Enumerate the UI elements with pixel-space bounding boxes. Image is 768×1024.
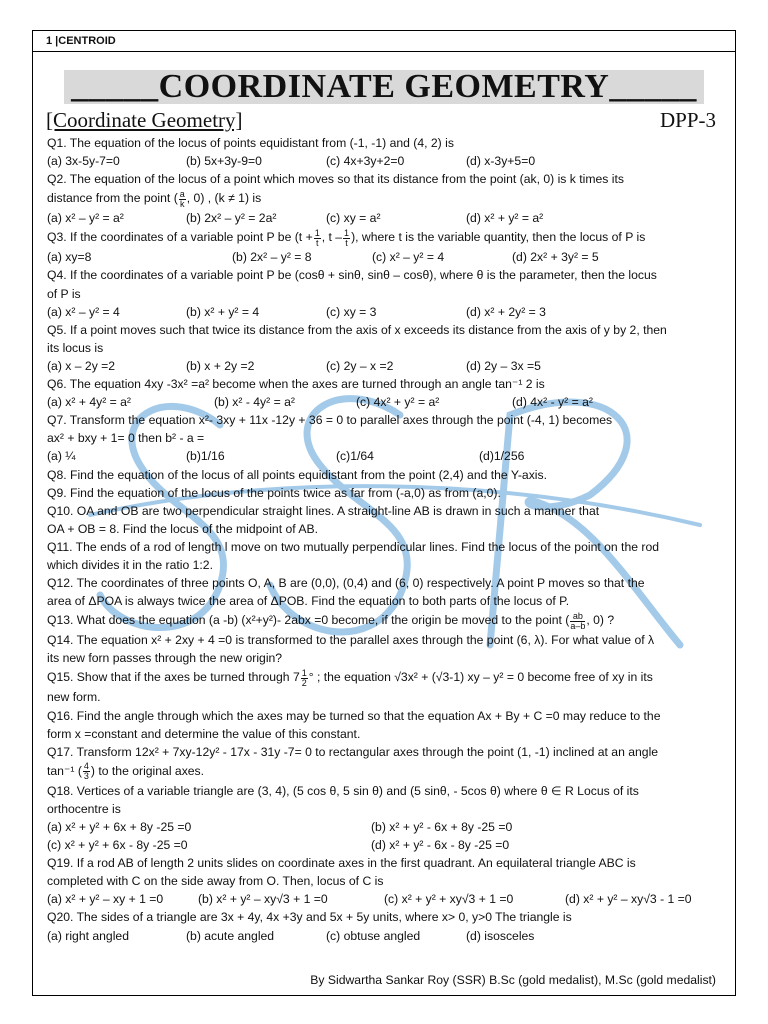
q7-option-a: (a) ¼ bbox=[47, 449, 76, 464]
q7-option-c: (c)1/64 bbox=[336, 449, 374, 464]
q15-frac-den: 2 bbox=[301, 677, 307, 688]
q20-option-b: (b) acute angled bbox=[186, 928, 275, 943]
q14-line2: its new forn passes through the new origin? bbox=[47, 651, 283, 666]
q6-option-d: (d) 4x² - y² = a² bbox=[512, 395, 593, 410]
q14-line1: Q14. The equation x² + 2xy + 4 =0 is transformed to the parallel axes through the point (6, λ). For what value of λ bbox=[47, 633, 655, 648]
q18-line2: orthocentre is bbox=[47, 801, 121, 816]
q1-option-d: (d) x-3y+5=0 bbox=[466, 154, 536, 169]
q3-fraction-2 bbox=[343, 229, 350, 248]
q6-options bbox=[47, 393, 722, 411]
q17-pre2: tan⁻¹ ( bbox=[47, 763, 82, 778]
q18-option-a: (a) x² + y² + 6x + 8y -25 =0 bbox=[47, 820, 192, 834]
q5-line2: its locus is bbox=[47, 340, 104, 355]
q2-option-c: (c) xy = a² bbox=[326, 211, 381, 226]
q17-line2 bbox=[47, 761, 722, 782]
q11-line1: Q11. The ends of a rod of length l move on two mutually perpendicular lines. Find the locus of the point on the rod bbox=[47, 539, 659, 554]
q4-option-b: (b) x² + y² = 4 bbox=[186, 304, 260, 319]
q1-options bbox=[47, 152, 722, 170]
q19-option-c: (c) x² + y² + xy√3 + 1 =0 bbox=[384, 892, 514, 907]
q16-line1: Q16. Find the angle through which the axes may be turned so that the equation Ax + By + C =0 may reduce to the bbox=[47, 708, 661, 723]
q13-frac-den: a–b bbox=[570, 620, 586, 631]
q3-frac2-num: 1 bbox=[344, 227, 350, 238]
q5-option-d: (d) 2y – 3x =5 bbox=[466, 358, 541, 373]
q3-option-d: (d) 2x² + 3y² = 5 bbox=[512, 250, 599, 265]
q20-text: Q20. The sides of a triangle are 3x + 4y, 4x +3y and 5x + 5y units, where x> 0, y>0 The triangle is bbox=[47, 910, 572, 925]
q15-fraction bbox=[301, 669, 308, 688]
q1-option-a: (a) 3x-5y-7=0 bbox=[47, 154, 120, 169]
q4-option-d: (d) x² + 2y² = 3 bbox=[466, 304, 546, 319]
q2-option-b: (b) 2x² – y² = 2a² bbox=[186, 211, 277, 226]
q17-frac-den: 3 bbox=[83, 771, 89, 782]
page-title: _____COORDINATE GEOMETRY_____ bbox=[71, 68, 697, 105]
q16-line2: form x =constant and determine the value of this constant. bbox=[47, 726, 361, 741]
q6-option-a: (a) x² + 4y² = a² bbox=[47, 395, 131, 410]
q4-option-c: (c) xy = 3 bbox=[326, 304, 377, 319]
q3-options bbox=[47, 248, 722, 266]
q2-line2-pre: distance from the point bbox=[47, 191, 171, 206]
subtitle bbox=[46, 108, 243, 133]
q18-options-row1 bbox=[47, 818, 722, 836]
q3-frac1-den: t bbox=[315, 237, 319, 248]
q7-option-b: (b)1/16 bbox=[186, 449, 225, 464]
page-number: 1 |CENTROID bbox=[46, 35, 116, 47]
q4-options bbox=[47, 303, 722, 321]
q10-line1: Q10. OA and OB are two perpendicular straight lines. A straight-line AB is drawn in such a manner that bbox=[47, 503, 600, 518]
q2-option-a: (a) x² – y² = a² bbox=[47, 211, 124, 226]
q1-text: Q1. The equation of the locus of points equidistant from (-1, -1) and (4, 2) is bbox=[47, 136, 454, 150]
q15-line2: new form. bbox=[47, 690, 101, 705]
q4-line1: Q4. If the coordinates of a variable point P be (cosθ + sinθ, sinθ – cosθ), where θ is the parameter, then the locus bbox=[47, 268, 657, 283]
q19-option-d: (d) x² + y² – xy√3 - 1 =0 bbox=[565, 892, 692, 907]
q3-mid2: , t – bbox=[321, 230, 343, 245]
q13-open: ( bbox=[565, 613, 570, 628]
q3-option-b: (b) 2x² – y² = 8 bbox=[232, 250, 312, 265]
q20-option-a: (a) right angled bbox=[47, 928, 129, 943]
q5-option-c: (c) 2y – x =2 bbox=[326, 358, 394, 373]
q12-line2: area of ΔPOA is always twice the area of ΔPOB. Find the equation to both parts of the locus of P. bbox=[47, 594, 570, 609]
q15-post: ° ; the equation √3x² + (√3-1) xy – y² = 0 become free of xy in its bbox=[308, 670, 653, 685]
q13-pre: Q13. What does the equation (a -b) (x²+y²)- 2abx =0 become, if the origin be moved to the point bbox=[47, 613, 562, 628]
q1-option-b: (b) 5x+3y-9=0 bbox=[186, 154, 262, 169]
q17-fraction bbox=[83, 762, 90, 781]
q5-option-b: (b) x + 2y =2 bbox=[186, 358, 255, 373]
q2-line2-post: , 0) , (k ≠ 1) is bbox=[186, 191, 262, 206]
q3-pre: Q3. If the coordinates of a variable point P be bbox=[47, 230, 292, 245]
q6-option-c: (c) 4x² + y² = a² bbox=[356, 395, 440, 410]
q7-option-d: (d)1/256 bbox=[479, 449, 525, 464]
q7-options bbox=[47, 447, 722, 465]
q2-option-d: (d) x² + y² = a² bbox=[466, 211, 544, 226]
q7-line2: ax² + bxy + 1= 0 then b² - a = bbox=[47, 431, 205, 446]
q5-line1: Q5. If a point moves such that twice its distance from the axis of x exceeds its distance from the axis of y by 2, then bbox=[47, 322, 667, 337]
q2-fraction bbox=[179, 190, 186, 209]
q3-option-a: (a) xy=8 bbox=[47, 250, 92, 265]
q20-option-d: (d) isosceles bbox=[466, 928, 535, 943]
q13-frac-num: ab bbox=[570, 612, 585, 622]
q3-mid1: (t + bbox=[294, 230, 313, 245]
question-list bbox=[47, 134, 722, 945]
q18-option-b: (b) x² + y² - 6x + 8y -25 =0 bbox=[371, 820, 513, 834]
q2-frac-den: k bbox=[180, 198, 185, 209]
q2-line1: Q2. The equation of the locus of a point which moves so that its distance from the point (ak, 0) is k times its bbox=[47, 172, 624, 187]
q18-option-c: (c) x² + y² + 6x - 8y -25 =0 bbox=[47, 838, 188, 853]
header-divider bbox=[32, 51, 736, 52]
q9-text: Q9. Find the equation of the locus of the points twice as far from (-a,0) as from (a,0). bbox=[47, 485, 501, 500]
q3-line1 bbox=[47, 227, 722, 248]
subtitle-text: [Coordinate Geometry] bbox=[46, 108, 243, 132]
q19-line1: Q19. If a rod AB of length 2 units slides on coordinate axes in the first quadrant. An equilateral triangle ABC is bbox=[47, 856, 636, 871]
author-credit: By Sidwartha Sankar Roy (SSR) B.Sc (gold medalist), M.Sc (gold medalist) bbox=[310, 973, 716, 987]
q4-option-a: (a) x² – y² = 4 bbox=[47, 304, 120, 319]
q3-post: ), where t is the variable quantity, then the locus of P is bbox=[351, 230, 646, 245]
q3-frac2-den: t bbox=[345, 237, 348, 248]
q20-options bbox=[47, 927, 722, 945]
q18-options-row2 bbox=[47, 836, 722, 854]
q11-line2: which divides it in the ratio 1:2. bbox=[47, 557, 213, 572]
q17-post2: ) to the original axes. bbox=[90, 763, 205, 778]
q10-line2: OA + OB = 8. Find the locus of the midpoint of AB. bbox=[47, 521, 318, 536]
q3-option-c: (c) x² – y² = 4 bbox=[372, 250, 445, 265]
q6-text: Q6. The equation 4xy -3x² =a² become when the axes are turned through an angle tan⁻¹ 2 is bbox=[47, 377, 545, 392]
q13-fraction bbox=[570, 612, 585, 631]
q19-option-a: (a) x² + y² – xy + 1 =0 bbox=[47, 892, 164, 907]
q15-pre: Q15. Show that if the axes be turned through 7 bbox=[47, 670, 300, 685]
q1-option-c: (c) 4x+3y+2=0 bbox=[326, 154, 405, 169]
q17-line1: Q17. Transform 12x² + 7xy-12y² - 17x - 31y -7= 0 to rectangular axes through the point (1, -1) inclined at an angle bbox=[47, 744, 659, 759]
q13-line bbox=[47, 610, 722, 631]
q6-option-b: (b) x² - 4y² = a² bbox=[214, 395, 295, 410]
q13-post: , 0) ? bbox=[586, 613, 615, 628]
q19-option-b: (b) x² + y² – xy√3 + 1 =0 bbox=[198, 892, 328, 907]
q18-option-d: (d) x² + y² - 6x - 8y -25 =0 bbox=[371, 838, 510, 853]
q8-text: Q8. Find the equation of the locus of all points equidistant from the point (2,4) and the Y-axis. bbox=[47, 467, 547, 482]
q18-line1: Q18. Vertices of a variable triangle are (3, 4), (5 cos θ, 5 sin θ) and (5 sinθ, - 5cos θ) where θ ∈ R Locus of its bbox=[47, 783, 639, 798]
q2-open-paren: ( bbox=[173, 191, 178, 206]
q5-option-a: (a) x – 2y =2 bbox=[47, 358, 116, 373]
q7-line1: Q7. Transform the equation x²- 3xy + 11x -12y + 36 = 0 to parallel axes through the point (-4, 1) becomes bbox=[47, 413, 613, 428]
q12-line1: Q12. The coordinates of three points O, A, B are (0,0), (0,4) and (6, 0) respectively. A point P moves so that the bbox=[47, 576, 645, 591]
q19-options bbox=[47, 890, 722, 908]
dpp-label: DPP-3 bbox=[659, 108, 716, 132]
q15-frac-num: 1 bbox=[301, 667, 307, 678]
q20-option-c: (c) obtuse angled bbox=[326, 928, 421, 943]
q3-frac1-num: 1 bbox=[314, 227, 320, 238]
q3-fraction-1 bbox=[314, 229, 321, 248]
q2-frac-num: a bbox=[179, 188, 185, 199]
q19-line2: completed with C on the side away from O. Then, locus of C is bbox=[47, 874, 384, 889]
q2-line2 bbox=[47, 188, 722, 209]
q4-line2: of P is bbox=[47, 286, 81, 301]
q17-frac-num: 4 bbox=[83, 761, 89, 772]
q5-options bbox=[47, 357, 722, 375]
q2-options bbox=[47, 209, 722, 227]
q15-line1 bbox=[47, 667, 722, 688]
